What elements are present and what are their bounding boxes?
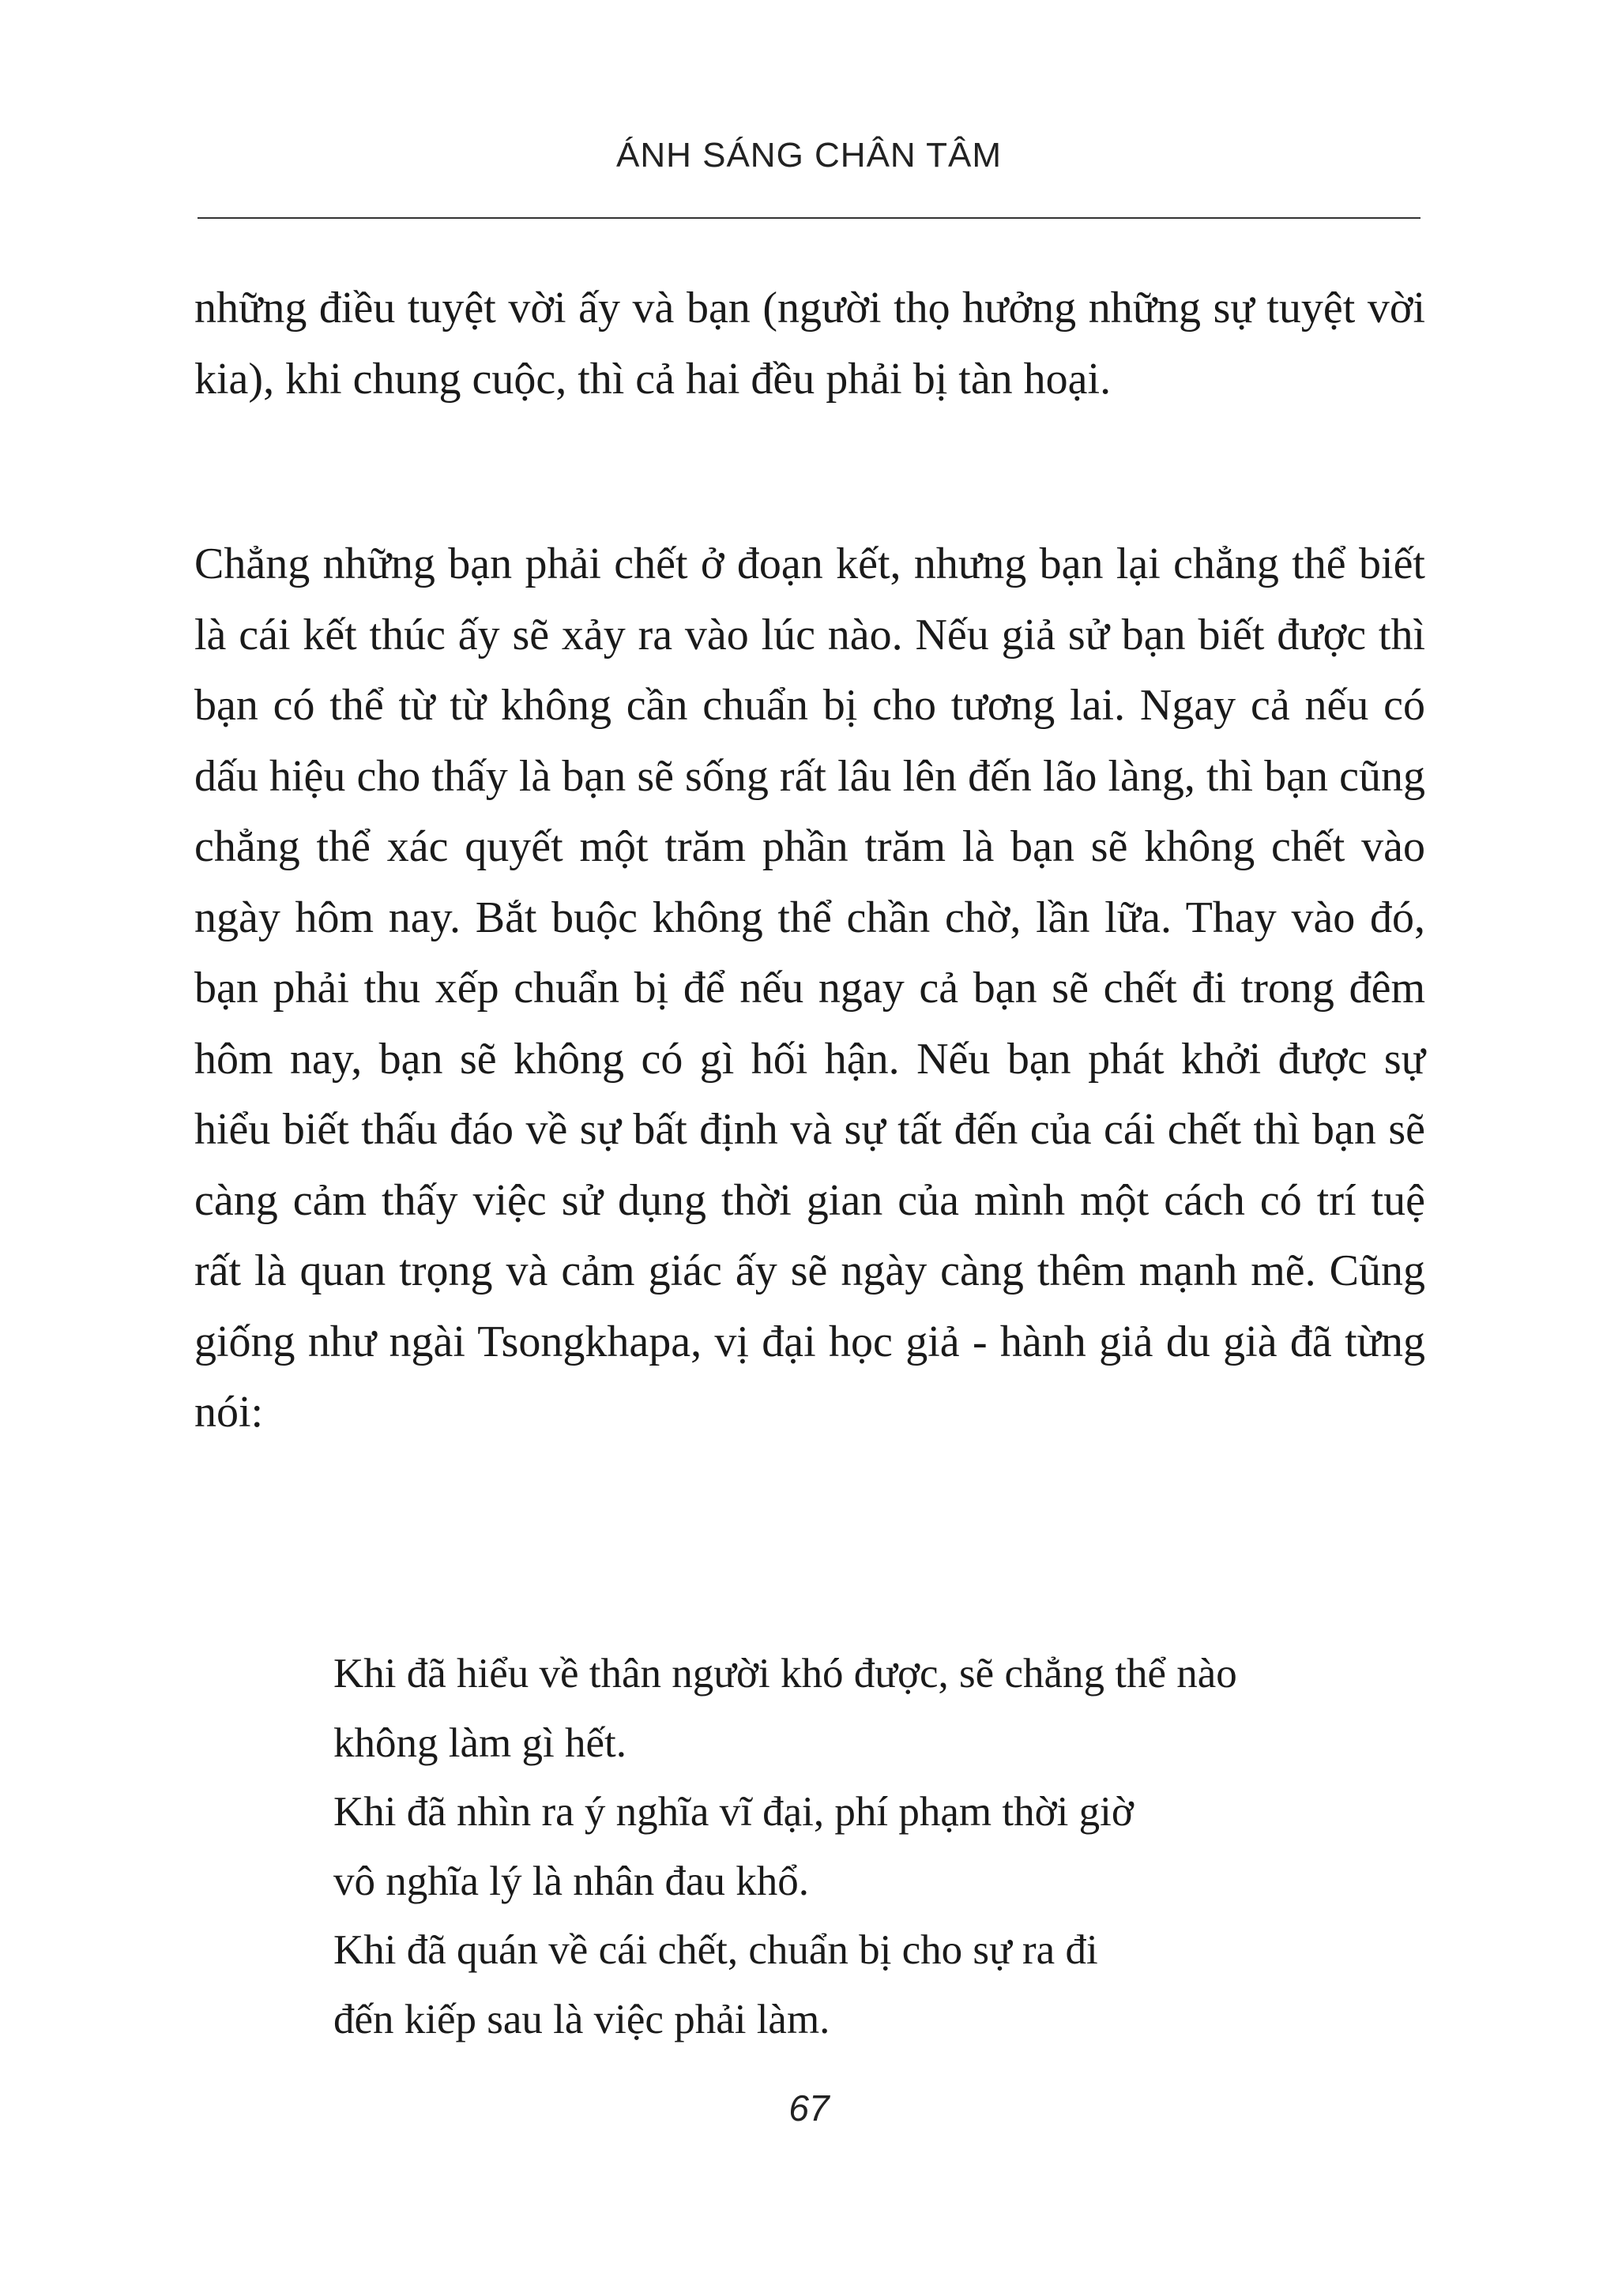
verse-quote — [333, 1640, 1439, 2054]
verse-line: không làm gì hết. — [333, 1719, 627, 1766]
running-header-title: ÁNH SÁNG CHÂN TÂM — [615, 136, 1003, 175]
verse-line: Khi đã hiểu về thân người khó được, sẽ chẳng thể nào — [333, 1651, 1237, 1697]
verse-line: đến kiếp sau là việc phải làm. — [333, 1996, 830, 2042]
page-number: 67 — [788, 2087, 830, 2129]
verse-line: Khi đã quán về cái chết, chuẩn bị cho sự ra đi — [333, 1927, 1098, 1973]
header-divider — [198, 217, 1420, 219]
verse-line: vô nghĩa lý là nhân đau khổ. — [333, 1858, 810, 1904]
verse-line: Khi đã nhìn ra ý nghĩa vĩ đại, phí phạm thời giờ — [333, 1789, 1134, 1835]
body-paragraph-1: những điều tuyệt vời ấy và bạn (người thọ hưởng những sự tuyệt vời kia), khi chung cuộc, thì cả hai đều phải bị tàn hoại. — [194, 284, 1425, 404]
body-paragraph-2: Chẳng những bạn phải chết ở đoạn kết, nhưng bạn lại chẳng thể biết là cái kết thúc ấy sẽ xảy ra vào lúc nào. Nếu giả sử bạn biết được thì bạn có thể từ từ không cần chuẩn bị cho tương lai. Ngay cả nếu có dấu hiệu cho thấy là bạn sẽ sống rất lâu lên đến lão làng, thì bạn cũng chẳng thể xác quyết một trăm phần trăm là bạn sẽ không chết vào ngày hôm nay. Bắt buộc không thể chần chờ, lần lữa. Thay vào đó, bạn phải thu xếp chuẩn bị để nếu ngay cả bạn sẽ chết đi trong đêm hôm nay, bạn sẽ không có gì hối hận. Nếu bạn phát khởi được sự hiểu biết thấu đáo về sự bất định và sự tất đến của cái chết thì bạn sẽ càng cảm thấy việc sử dụng thời gian của mình một cách có trí tuệ rất là quan trọng và cảm giác ấy sẽ ngày càng thêm mạnh mẽ. Cũng giống như ngài Tsongkhapa, vị đại học giả - hành giả du già đã từng nói: — [194, 539, 1425, 1437]
